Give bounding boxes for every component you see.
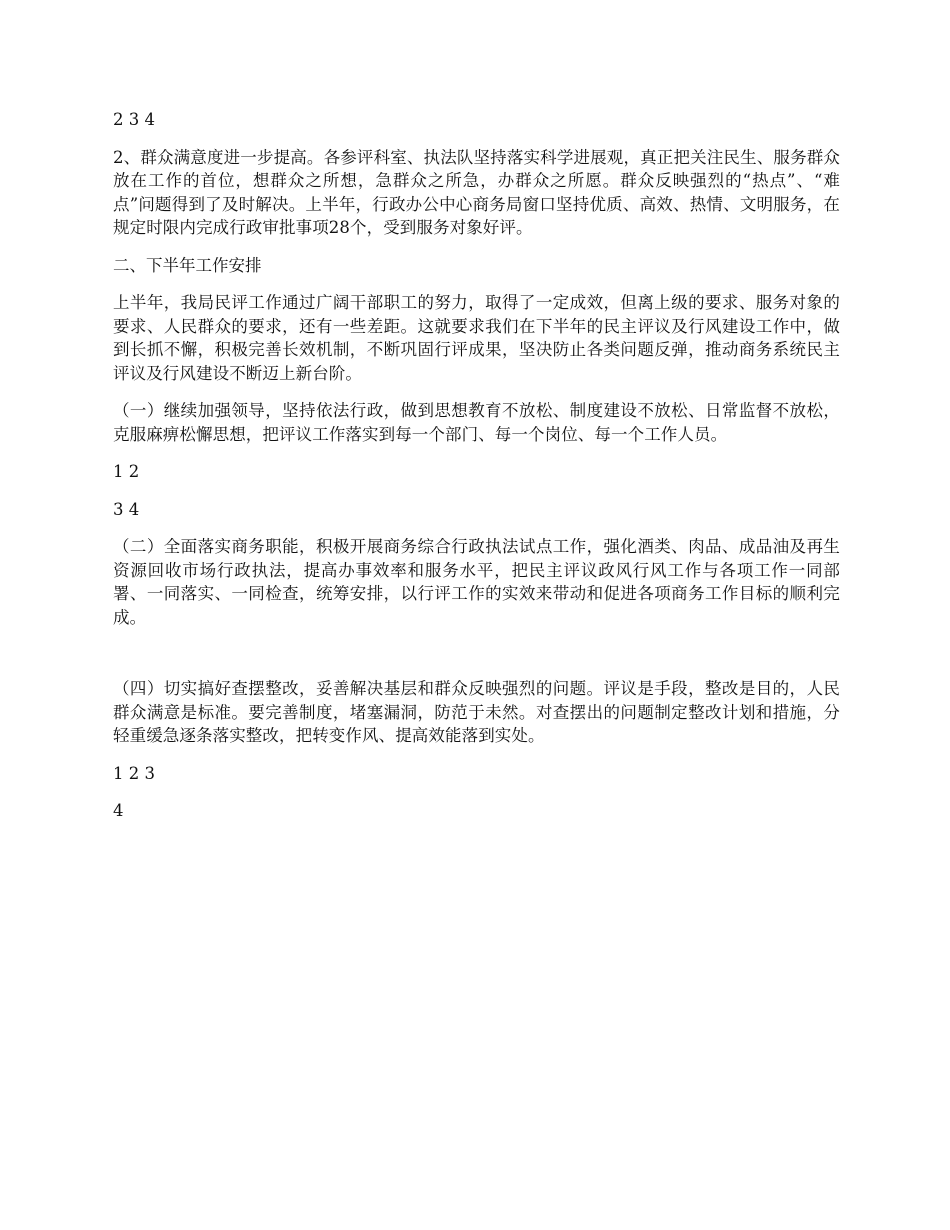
- page-numbers-5: 4: [113, 801, 124, 820]
- paragraph-item-one: （一）继续加强领导，坚持依法行政，做到思想教育不放松、制度建设不放松、日常监督不放松，克服麻痹松懈思想，把评议工作落实到每一个部门、每一个岗位、每一个工作人员。: [113, 401, 840, 444]
- paragraph-first-half-summary: 上半年，我局民评工作通过广阔干部职工的努力，取得了一定成效，但离上级的要求、服务对象的要求、人民群众的要求，还有一些差距。这就要求我们在下半年的民主评议及行风建设工作中，做到长抓不懈，积极完善长效机制，不断巩固行评成果，坚决防止各类问题反弹，推动商务系统民主评议及行风建设不断迈上新台阶。: [113, 293, 840, 383]
- page-numbers-1: 2 3 4: [113, 110, 155, 129]
- document-body: [113, 108, 840, 837]
- page-numbers-4: 1 2 3: [113, 763, 155, 783]
- section-heading-second-half: 二、下半年工作安排: [113, 255, 262, 275]
- page-numbers-2: 1 2: [113, 462, 140, 481]
- paragraph-satisfaction: 2、群众满意度进一步提高。各参评科室、执法队坚持落实科学进展观，真正把关注民生、服务群众放在工作的首位，想群众之所想，急群众之所急，办群众之所愿。群众反映强烈的“热点”、“难点”问题得到了及时解决。上半年，行政办公中心商务局窗口坚持优质、高效、热情、文明服务，在规定时限内完成行政审批事项28个，受到服务对象好评。: [113, 147, 840, 237]
- paragraph-item-four: （四）切实搞好查摆整改，妥善解决基层和群众反映强烈的问题。评议是手段，整改是目的，人民群众满意是标准。要完善制度，堵塞漏洞，防范于未然。对查摆出的问题制定整改计划和措施，分轻重缓急逐条落实整改，把转变作风、提高效能落到实处。: [113, 679, 840, 745]
- page-numbers-3: 3 4: [113, 499, 140, 519]
- blank-gap: [113, 643, 840, 677]
- paragraph-item-two: （二）全面落实商务职能，积极开展商务综合行政执法试点工作，强化酒类、肉品、成品油及再生资源回收市场行政执法，提高办事效率和服务水平，把民主评议政风行风工作与各项工作一同部署、一同落实、一同检查，统筹安排，以行评工作的实效来带动和促进各项商务工作目标的顺利完成。: [113, 537, 840, 627]
